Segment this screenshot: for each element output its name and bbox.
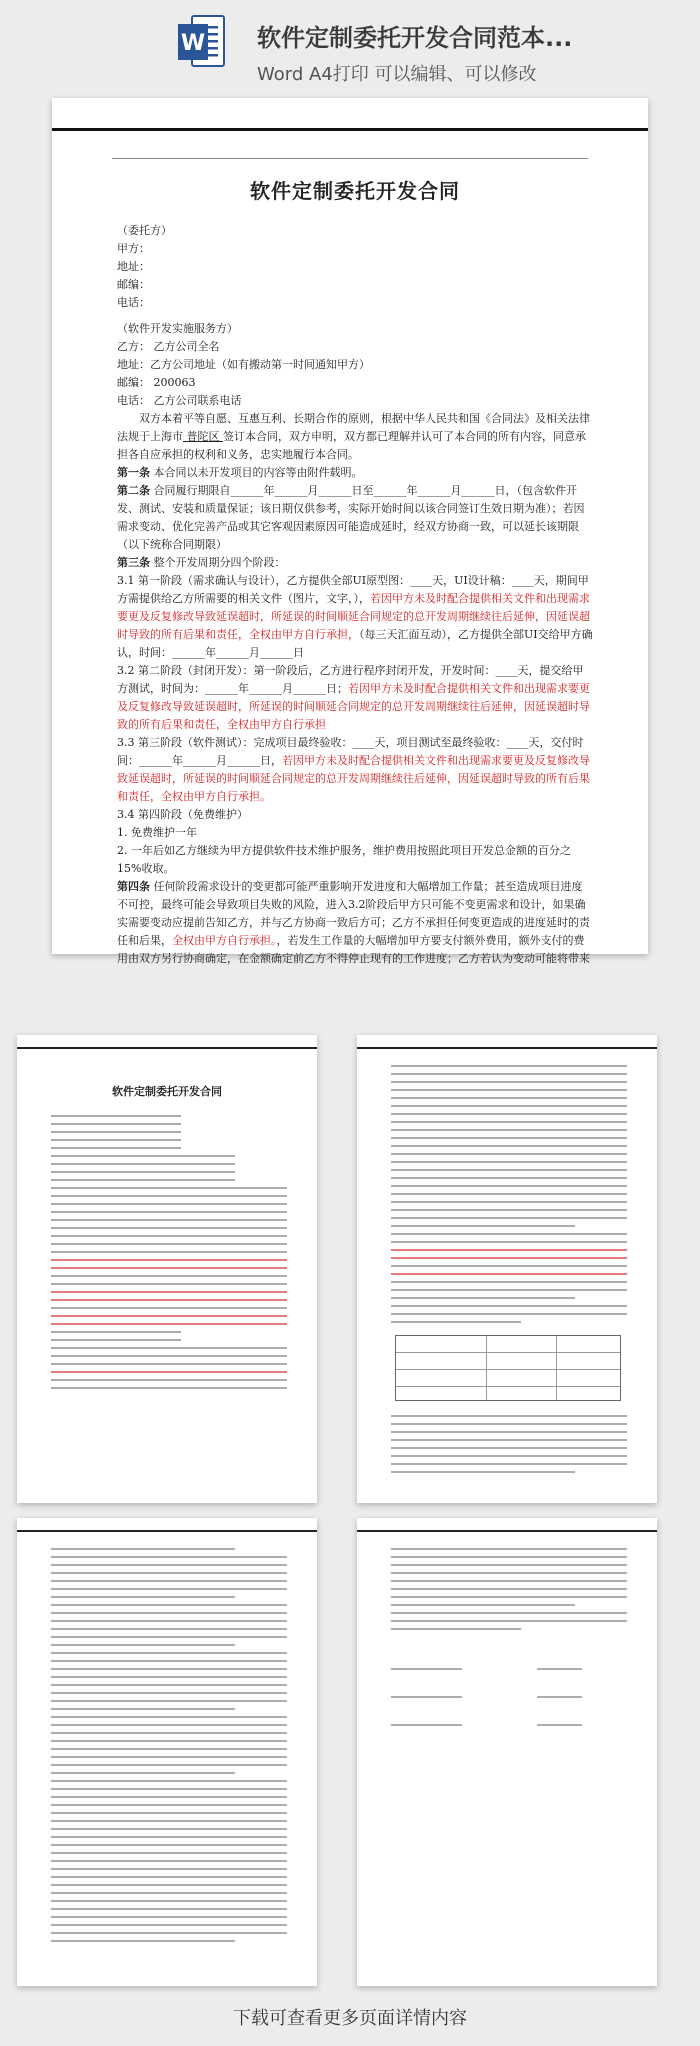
main-document-page [52,98,648,965]
thumbnail-rule [17,1047,317,1049]
clause-3-1: 3.1 第一阶段（需求确认与设计），乙方提供全部UI原型图：____天，UI设计稿：____天，期间甲方需提供给乙方所需要的相关文件（图片，文字，），若因甲方未及时配合提供相关文件和出现需求要更及反复修改导致延误超时，所延误的时间顺延合同规定的总开发周期继续往后延伸，因延误超时导致的所有后果和责任，全权由甲方自行承担，（每三天汇面互动），乙方提供全部UI交给甲方确认，时间：______年______月______日 [117,574,593,659]
dev-field: 地址：乙方公司地址（如有搬动第一时间通知甲方） [117,358,370,371]
thumbnail-page-4[interactable] [357,1518,657,1986]
intro-paragraph: 双方本着平等自愿、互惠互利、长期合作的原则，根据中华人民共和国《合同法》及相关法律法规于上海市 普陀区 签订本合同，双方申明，双方都已理解并认可了本合同的所有内容，同意承担各自应承担的权利和义务，忠实地履行本合同。 [117,412,590,461]
footer-hint: 下载可查看更多页面详情内容 [233,2008,467,2029]
thumbnail-text-lines [391,1415,627,1479]
word-icon-letter: W [180,31,206,56]
thumbnail-text-lines [51,1115,287,1395]
page-title: 软件定制委托开发合同范本... [257,24,573,52]
thumbnail-rule [357,1530,657,1532]
document-body [117,178,593,968]
clause-3-2: 3.2 第二阶段（封闭开发）：第一阶段后，乙方进行程序封闭开发，开发时间：____天，提交给甲方测试，时间为：______年______月______日；若因甲方未及时配合提供相关文件和出现需求要更及反复修改导致延误超时，所延误的时间顺延合同规定的总开发周期继续往后延伸，因延误超时导致的所有后果和责任，全权由甲方自行承担 [117,664,590,731]
clause-3-4-item: 2. 一年后如乙方继续为甲方提供软件技术维护服务，维护费用按照此项目开发总金额的百分之15%收取。 [117,844,571,875]
document-title: 软件定制委托开发合同 [250,179,460,203]
thumbnail-title: 软件定制委托开发合同 [112,1085,222,1098]
client-field: 甲方： [117,242,150,255]
article-1: 第一条 本合同以未开发项目的内容等由附件载明。 [117,466,363,479]
client-heading: （委托方） [117,224,172,237]
thumbnail-text-lines [391,1548,627,1636]
client-field: 邮编： [117,278,150,291]
word-document-icon [178,14,226,70]
client-field: 电话： [117,296,150,309]
header [0,0,700,95]
thumbnail-page-2[interactable] [357,1035,657,1503]
signature-block [537,1668,627,1732]
clause-3-3: 3.3 第三阶段（软件测试）：完成项目最终验收：____天，项目测试至最终验收：____天，交付时间：______年______月______日，若因甲方未及时配合提供相关文件和出现需求要更及反复修改导致延误超时，所延误的时间顺延合同规定的总开发周期继续往后延伸，因延误超时导致的所有后果和责任，全权由甲方自行承担。 [117,736,590,803]
thumbnail-rule [357,1047,657,1049]
dev-field: 电话： 乙方公司联系电话 [117,394,242,407]
dev-heading: （软件开发实施服务方） [117,322,238,335]
thumbnail-text-lines [51,1548,287,1948]
top-rule [52,128,648,131]
page-subtitle: Word A4打印 可以编辑、可以修改 [257,64,537,85]
thumbnail-rule [17,1530,317,1532]
thumbnail-page-1[interactable] [17,1035,317,1503]
clause-3-4-item: 1. 免费维护一年 [117,826,197,839]
clause-3-4: 3.4 第四阶段（免费维护） [117,808,248,821]
thumbnail-page-3[interactable] [17,1518,317,1986]
article-4: 第四条 任何阶段需求设计的变更都可能严重影响开发进度和大幅增加工作量；甚至造成项目进度不可控，最终可能会导致项目失败的风险，进入3.2阶段后甲方只可能不变更需求和设计，如果确实需要变动应提前告知乙方，并与乙方协商一致后方可；乙方不承担任何变更造成的进度延时的责任和后果，全权由甲方自行承担。，若发生工作量的大幅增加甲方要支付额外费用，额外支付的费用由双方另行协商确定，在金额确定前乙方不得停止现有的工作进度；乙方若认为变动可能将带来 [117,880,590,965]
thumbnail-table [395,1335,621,1401]
header-rule [112,158,588,159]
dev-field: 邮编： 200063 [117,376,196,389]
article-2: 第二条 合同履行期限自______年______月______日至______年______月______日，（包含软件开发、测试、安装和质量保证；该日期仅供参考，实际开始时间以该合同签订生效日期为准）；若因需求变动、优化完善产品或其它客观因素原因可能造成延时，经双方协商一致，可以延长该期限（以下统称合同期限） [117,484,585,551]
thumbnail-text-lines [391,1065,627,1329]
article-3: 第三条 整个开发周期分四个阶段： [117,556,286,569]
dev-field: 乙方： 乙方公司全名 [117,340,220,353]
client-field: 地址： [117,260,150,273]
